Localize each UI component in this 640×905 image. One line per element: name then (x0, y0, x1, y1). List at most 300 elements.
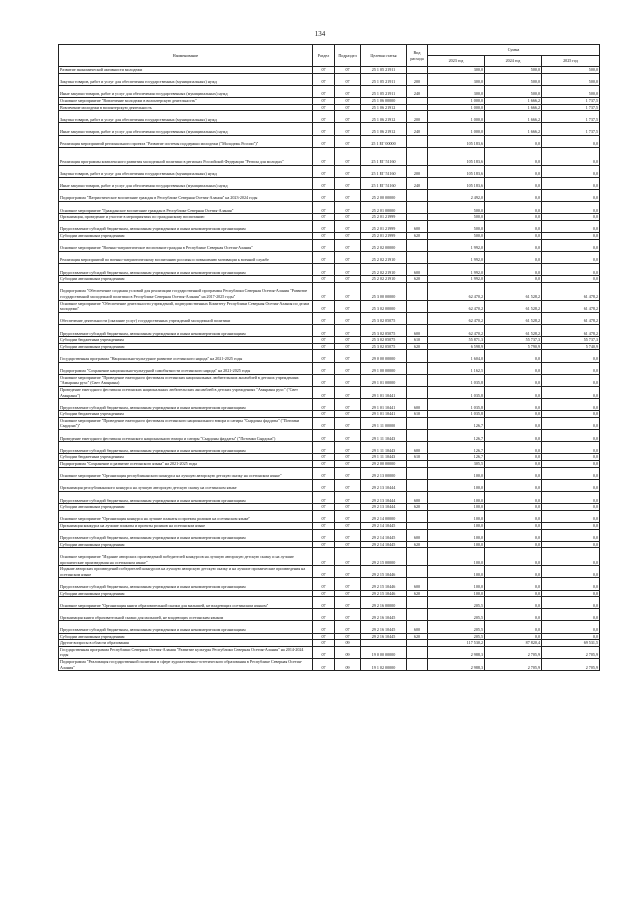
row-article: 25 2 01 21999 (361, 233, 407, 240)
row-section: 07 (313, 442, 335, 454)
row-name: Закупка товаров, работ и услуг для обеспечения государственных (муниципальных) нужд (59, 111, 313, 123)
row-subsection: 07 (335, 282, 361, 300)
row-value-2025: 0,0 (542, 522, 600, 529)
row-subsection: 07 (335, 324, 361, 336)
row-value-2023: 100,0 (428, 590, 485, 597)
table-row (59, 504, 600, 511)
row-article: 25 1 06 21912 (361, 111, 407, 123)
row-value-2023: 126,7 (428, 430, 485, 442)
row-value-2025: 0,0 (542, 386, 600, 398)
row-article: 25 3 02 05075 (361, 324, 407, 336)
row-subsection: 07 (335, 442, 361, 454)
row-subsection: 07 (335, 67, 361, 74)
row-subsection: 07 (335, 343, 361, 350)
header-year-2024: 2024 год (485, 56, 542, 67)
row-section: 07 (313, 548, 335, 566)
header-subsection: Подраздел (335, 45, 361, 67)
row-section: 07 (313, 566, 335, 578)
row-article: 29 2 16 10445 (361, 609, 407, 621)
row-value-2023: 500,0 (428, 233, 485, 240)
row-value-2024: 0,0 (485, 597, 542, 609)
table-row (59, 566, 600, 578)
row-article: 29 2 15 10446 (361, 578, 407, 590)
table-row (59, 282, 600, 300)
table-row (59, 85, 600, 97)
row-value-2023: 100,0 (428, 548, 485, 566)
row-section: 07 (313, 510, 335, 522)
row-name: Реализация мероприятий регионального проекта "Развитие системы поддержки молодежи ("Молодежь России")" (59, 135, 313, 147)
table-row (59, 202, 600, 214)
row-value-2025: 61 478,2 (542, 324, 600, 336)
row-section: 07 (313, 123, 335, 135)
row-value-2024: 0,0 (485, 504, 542, 511)
row-name: Субсидии автономным учреждениям (59, 504, 313, 511)
row-subsection: 07 (335, 337, 361, 344)
row-name: Субсидии автономным учреждениям (59, 541, 313, 548)
row-section: 07 (313, 111, 335, 123)
table-row (59, 233, 600, 240)
row-section: 07 (313, 578, 335, 590)
row-section: 07 (313, 177, 335, 189)
row-value-2024: 0,0 (485, 386, 542, 398)
row-article: 29 1 00 00000 (361, 362, 407, 374)
row-name: Основное мероприятие "Проведение ежегодного фестиваля осетинских национальных любительских ансамблей в детских учреждениях "Амыраны рухс" (Свет Амыраны) (59, 374, 313, 386)
table-row (59, 239, 600, 251)
row-expense-type (407, 312, 428, 324)
row-subsection: 07 (335, 104, 361, 111)
row-value-2023: 62 470,2 (428, 300, 485, 312)
row-name: Иные закупки товаров, работ и услуг для обеспечения государственных (муниципальных) нужд (59, 123, 313, 135)
table-row (59, 597, 600, 609)
row-name: Подпрограмма "Реализация государственной политики в сфере художественно-эстетического образования в Республике Северная Осетия-Алания" (59, 659, 313, 671)
row-expense-type (407, 417, 428, 429)
table-row (59, 621, 600, 633)
row-name: Проведение ежегодного фестиваля осетинских национальных любительских ансамблей в детских учреждениях "Амыраны рухс" ("Свет Амыраны") (59, 386, 313, 398)
row-expense-type (407, 350, 428, 362)
row-value-2024: 1 666,2 (485, 123, 542, 135)
row-expense-type (407, 104, 428, 111)
table-row (59, 165, 600, 177)
row-value-2025: 0,0 (542, 621, 600, 633)
row-article: 29 2 14 10445 (361, 529, 407, 541)
table-row (59, 214, 600, 221)
row-value-2023: 100,0 (428, 578, 485, 590)
row-value-2023: 126,7 (428, 454, 485, 461)
row-value-2025: 500,0 (542, 67, 600, 74)
row-value-2024: 61 528,2 (485, 324, 542, 336)
row-name: Иные закупки товаров, работ и услуг для обеспечения государственных (муниципальных) нужд (59, 177, 313, 189)
table-row (59, 492, 600, 504)
row-value-2023: 100,0 (428, 492, 485, 504)
row-name: Организация республиканского конкурса на лучшую авторскую детскую сказку на осетинском языке (59, 479, 313, 491)
row-section: 07 (313, 479, 335, 491)
row-article: 29 2 13 10444 (361, 492, 407, 504)
row-value-2024: 5 790,9 (485, 343, 542, 350)
row-section: 07 (313, 350, 335, 362)
row-article: 25 1 EГ 51160 (361, 147, 407, 165)
row-value-2024: 0,0 (485, 566, 542, 578)
table-row (59, 177, 600, 189)
row-value-2023: 1 035,8 (428, 386, 485, 398)
row-expense-type (407, 189, 428, 201)
table-row (59, 123, 600, 135)
row-article: 29 1 11 10443 (361, 430, 407, 442)
row-article: 29 1 11 10443 (361, 442, 407, 454)
row-value-2024: 0,0 (485, 202, 542, 214)
row-value-2024: 0,0 (485, 529, 542, 541)
row-section: 07 (313, 522, 335, 529)
row-value-2023: 100,0 (428, 566, 485, 578)
row-subsection: 07 (335, 621, 361, 633)
row-subsection: 07 (335, 239, 361, 251)
table-row (59, 276, 600, 283)
row-value-2024: 0,0 (485, 276, 542, 283)
row-section: 07 (313, 251, 335, 263)
row-value-2025: 0,0 (542, 590, 600, 597)
row-expense-type: 620 (407, 590, 428, 597)
row-value-2024: 0,0 (485, 165, 542, 177)
row-article: 25 1 05 21911 (361, 85, 407, 97)
row-expense-type (407, 362, 428, 374)
row-subsection: 07 (335, 165, 361, 177)
row-value-2025: 0,0 (542, 276, 600, 283)
row-expense-type (407, 97, 428, 104)
row-section: 07 (313, 300, 335, 312)
row-value-2024: 0,0 (485, 417, 542, 429)
row-value-2025: 0,0 (542, 467, 600, 479)
table-row (59, 374, 600, 386)
row-name: Основное мероприятие "Проведение ежегодного фестиваля осетинского национального юмора и сатиры "Сырдоны фаддаты" ("Потомки Сырдона")" (59, 417, 313, 429)
row-value-2025: 0,0 (542, 609, 600, 621)
row-article: 29 2 14 10445 (361, 541, 407, 548)
row-value-2025: 0,0 (542, 239, 600, 251)
row-value-2025: 69 531,5 (542, 640, 600, 647)
row-section: 07 (313, 276, 335, 283)
row-name: Проведение ежегодного фестиваля осетинского национального юмора и сатиры "Сырдоны фаддаты" ("Потомки Сырдона") (59, 430, 313, 442)
row-subsection: 07 (335, 312, 361, 324)
row-value-2024: 0,0 (485, 135, 542, 147)
row-subsection: 09 (335, 640, 361, 647)
row-expense-type: 620 (407, 233, 428, 240)
row-value-2025: 0,0 (542, 430, 600, 442)
row-article: 29 2 14 00000 (361, 510, 407, 522)
row-value-2023: 1 992,0 (428, 264, 485, 276)
row-name: Подпрограмма "Сохранение и развитие осетинского языка" на 2021-2025 годы (59, 461, 313, 468)
row-subsection: 07 (335, 220, 361, 232)
row-article: 29 2 15 10446 (361, 566, 407, 578)
row-value-2025: 0,0 (542, 264, 600, 276)
row-expense-type (407, 282, 428, 300)
row-value-2023: 1 035,8 (428, 399, 485, 411)
row-article: 29 2 00 00000 (361, 461, 407, 468)
row-value-2025: 1 737,5 (542, 111, 600, 123)
row-subsection: 07 (335, 522, 361, 529)
row-value-2024: 0,0 (485, 189, 542, 201)
row-name: Предоставление субсидий бюджетным, автономным учреждениям и иным некоммерческим организациям (59, 399, 313, 411)
table-header (59, 45, 600, 67)
row-value-2024: 0,0 (485, 239, 542, 251)
row-expense-type (407, 214, 428, 221)
row-name: Основное мероприятие "Издание авторских произведений победителей конкурсов на лучшую авторскую детскую сказку и на лучшие прозаические произведения на осетинском языке" (59, 548, 313, 566)
row-article: 29 2 16 10445 (361, 621, 407, 633)
row-section: 07 (313, 640, 335, 647)
row-value-2025: 0,0 (542, 479, 600, 491)
row-name: Предоставление субсидий бюджетным, автономным учреждениям и иным некоммерческим организациям (59, 324, 313, 336)
row-expense-type (407, 251, 428, 263)
table-row (59, 135, 600, 147)
table-row (59, 324, 600, 336)
row-article: 29 2 15 10446 (361, 590, 407, 597)
row-section: 07 (313, 461, 335, 468)
row-name: Основное мероприятие "Вовлечение молодежи в волонтерскую деятельность" (59, 97, 313, 104)
row-subsection: 07 (335, 135, 361, 147)
row-name: Иные закупки товаров, работ и услуг для обеспечения государственных (муниципальных) нужд (59, 85, 313, 97)
row-article: 29 1 11 10443 (361, 454, 407, 461)
row-subsection: 07 (335, 609, 361, 621)
row-expense-type: 600 (407, 621, 428, 633)
row-value-2025: 2 705,9 (542, 646, 600, 658)
row-section: 07 (313, 386, 335, 398)
row-value-2023: 6 598,9 (428, 343, 485, 350)
row-value-2024: 0,0 (485, 442, 542, 454)
row-subsection: 07 (335, 633, 361, 640)
row-section: 07 (313, 417, 335, 429)
row-article (361, 640, 407, 647)
row-expense-type (407, 548, 428, 566)
row-expense-type: 600 (407, 399, 428, 411)
table-row (59, 633, 600, 640)
row-value-2024: 0,0 (485, 479, 542, 491)
row-section: 07 (313, 165, 335, 177)
row-subsection: 07 (335, 85, 361, 97)
row-name: Реализация мероприятий по военно-патриотическому воспитанию россиян и повышению мотивации к военной службе (59, 251, 313, 263)
row-name: Реализация программы комплексного развития молодежной политики в регионах Российской Федерации "Регион для молодых" (59, 147, 313, 165)
row-value-2025: 0,0 (542, 492, 600, 504)
row-value-2025: 61 478,2 (542, 300, 600, 312)
row-value-2024: 0,0 (485, 214, 542, 221)
table-row (59, 590, 600, 597)
row-article: 29 1 11 00000 (361, 417, 407, 429)
row-name: Государственная программа Республики Северная Осетия-Алания "Развитие культуры Республики Северная Осетия-Алания" на 2014-2024 годы (59, 646, 313, 658)
table-row (59, 104, 600, 111)
row-expense-type (407, 467, 428, 479)
row-section: 07 (313, 609, 335, 621)
row-value-2025: 2 705,9 (542, 659, 600, 671)
row-section: 07 (313, 343, 335, 350)
row-value-2025: 0,0 (542, 633, 600, 640)
header-article: Целевая статья (361, 45, 407, 67)
table-row (59, 430, 600, 442)
row-value-2023: 205,5 (428, 597, 485, 609)
row-article: 29 2 13 10444 (361, 504, 407, 511)
row-value-2024: 500,0 (485, 73, 542, 85)
row-expense-type (407, 566, 428, 578)
row-expense-type: 620 (407, 504, 428, 511)
row-expense-type (407, 430, 428, 442)
row-section: 07 (313, 467, 335, 479)
row-value-2025: 0,0 (542, 541, 600, 548)
row-subsection: 07 (335, 548, 361, 566)
row-expense-type (407, 522, 428, 529)
row-expense-type: 600 (407, 442, 428, 454)
row-name: Основное мероприятие "Гражданское воспитание граждан в Республике Северная Осетия-Алания" (59, 202, 313, 214)
table-row (59, 411, 600, 418)
row-name: Субсидии автономным учреждениям (59, 590, 313, 597)
row-section: 07 (313, 337, 335, 344)
row-value-2025: 0,0 (542, 202, 600, 214)
row-article: 29 1 01 10441 (361, 386, 407, 398)
row-article: 25 2 02 21910 (361, 264, 407, 276)
row-article: 25 3 02 05075 (361, 343, 407, 350)
row-value-2024: 0,0 (485, 609, 542, 621)
row-article: 25 2 01 21999 (361, 214, 407, 221)
row-value-2023: 2 988,3 (428, 646, 485, 658)
row-value-2025: 0,0 (542, 597, 600, 609)
row-value-2024: 61 528,2 (485, 300, 542, 312)
row-value-2023: 105 183,6 (428, 135, 485, 147)
row-subsection: 07 (335, 97, 361, 104)
row-value-2023: 105 183,6 (428, 147, 485, 165)
table-row (59, 343, 600, 350)
row-article: 25 1 06 00000 (361, 97, 407, 104)
row-section: 07 (313, 147, 335, 165)
header-name: Наименование (59, 45, 313, 67)
row-value-2024: 0,0 (485, 399, 542, 411)
row-subsection: 07 (335, 504, 361, 511)
row-expense-type (407, 659, 428, 671)
row-value-2023: 300,0 (428, 85, 485, 97)
row-name: Субсидии автономным учреждениям (59, 233, 313, 240)
table-row (59, 337, 600, 344)
row-value-2025: 1 737,5 (542, 104, 600, 111)
row-section: 07 (313, 67, 335, 74)
row-value-2023: 100,0 (428, 510, 485, 522)
row-subsection: 07 (335, 73, 361, 85)
table-row (59, 147, 600, 165)
row-expense-type: 600 (407, 529, 428, 541)
row-value-2023: 126,7 (428, 417, 485, 429)
row-subsection: 07 (335, 350, 361, 362)
row-subsection: 07 (335, 590, 361, 597)
row-name: Подпрограмма "Сохранение национально-культурной самобытности осетинского народа" на 2021-2025 годы (59, 362, 313, 374)
row-article: 25 2 01 00000 (361, 202, 407, 214)
table-row (59, 479, 600, 491)
row-subsection: 07 (335, 541, 361, 548)
row-value-2024: 0,0 (485, 411, 542, 418)
row-subsection: 07 (335, 386, 361, 398)
row-value-2024: 0,0 (485, 362, 542, 374)
row-value-2024: 2 705,9 (485, 646, 542, 658)
row-value-2024: 0,0 (485, 522, 542, 529)
row-name: Закупка товаров, работ и услуг для обеспечения государственных (муниципальных) нужд (59, 73, 313, 85)
row-value-2023: 1 035,8 (428, 374, 485, 386)
row-subsection: 07 (335, 467, 361, 479)
table-row (59, 659, 600, 671)
row-expense-type: 600 (407, 220, 428, 232)
row-value-2025: 500,0 (542, 73, 600, 85)
row-expense-type (407, 67, 428, 74)
table-row (59, 97, 600, 104)
row-article: 19 1 02 00000 (361, 659, 407, 671)
page-number: 134 (314, 30, 326, 38)
row-section: 07 (313, 135, 335, 147)
table-row (59, 609, 600, 621)
row-value-2023: 205,5 (428, 609, 485, 621)
row-section: 07 (313, 504, 335, 511)
budget-table (58, 44, 600, 671)
row-expense-type (407, 239, 428, 251)
row-expense-type (407, 646, 428, 658)
row-article: 29 1 01 10441 (361, 411, 407, 418)
table-row (59, 362, 600, 374)
row-expense-type: 200 (407, 165, 428, 177)
row-value-2025: 0,0 (542, 362, 600, 374)
row-value-2025: 55 737,3 (542, 337, 600, 344)
row-value-2023: 100,0 (428, 467, 485, 479)
row-name: Организация конкурса на лучшие плакаты и проекты роликов на осетинском языке (59, 522, 313, 529)
row-subsection: 07 (335, 111, 361, 123)
row-name: Организация, проведение и участие в мероприятиях по гражданскому воспитанию (59, 214, 313, 221)
row-value-2023: 1 604,0 (428, 350, 485, 362)
row-subsection: 09 (335, 659, 361, 671)
row-article: 29 2 16 10445 (361, 633, 407, 640)
row-value-2024: 0,0 (485, 621, 542, 633)
row-article: 25 1 EГ 00000 (361, 135, 407, 147)
row-value-2025: 0,0 (542, 233, 600, 240)
row-article: 25 1 05 21911 (361, 67, 407, 74)
row-value-2023: 55 871,3 (428, 337, 485, 344)
row-subsection: 07 (335, 430, 361, 442)
row-article: 25 2 02 00000 (361, 239, 407, 251)
table-row (59, 578, 600, 590)
row-section: 07 (313, 239, 335, 251)
row-name: Основное мероприятие "Организация конкурса на лучшие плакаты и проекты роликов на осетинском языке" (59, 510, 313, 522)
row-name: Издание авторских произведений победителей конкурсов на лучшую авторскую детскую сказку и на лучшие прозаические произведения на осетинском языке (59, 566, 313, 578)
row-article: 25 3 02 00000 (361, 300, 407, 312)
row-expense-type: 610 (407, 454, 428, 461)
table-row (59, 73, 600, 85)
row-article: 25 3 02 05075 (361, 312, 407, 324)
row-name: Обеспечение деятельности (оказание услуг) государственных учреждений молодежной политики (59, 312, 313, 324)
row-article: 29 1 01 10441 (361, 399, 407, 411)
row-value-2024: 61 528,2 (485, 312, 542, 324)
table-row (59, 541, 600, 548)
row-value-2025: 0,0 (542, 411, 600, 418)
row-value-2024: 0,0 (485, 454, 542, 461)
row-value-2025: 0,0 (542, 177, 600, 189)
header-sum: Сумма (428, 45, 600, 56)
row-value-2023: 305,5 (428, 461, 485, 468)
row-value-2025: 0,0 (542, 147, 600, 165)
row-value-2023: 117 530,2 (428, 640, 485, 647)
row-name: Субсидии бюджетным учреждениям (59, 454, 313, 461)
row-value-2023: 126,7 (428, 442, 485, 454)
row-name: Субсидии автономным учреждениям (59, 276, 313, 283)
row-value-2024: 0,0 (485, 633, 542, 640)
row-section: 07 (313, 214, 335, 221)
row-value-2024: 0,0 (485, 492, 542, 504)
row-subsection: 07 (335, 461, 361, 468)
row-value-2024: 0,0 (485, 461, 542, 468)
row-section: 07 (313, 282, 335, 300)
row-section: 07 (313, 233, 335, 240)
row-name: Предоставление субсидий бюджетным, автономным учреждениям и иным некоммерческим организациям (59, 578, 313, 590)
table-row (59, 67, 600, 74)
table-row (59, 264, 600, 276)
row-name: Предоставление субсидий бюджетным, автономным учреждениям и иным некоммерческим организациям (59, 529, 313, 541)
row-value-2024: 500,0 (485, 85, 542, 97)
row-subsection: 07 (335, 399, 361, 411)
